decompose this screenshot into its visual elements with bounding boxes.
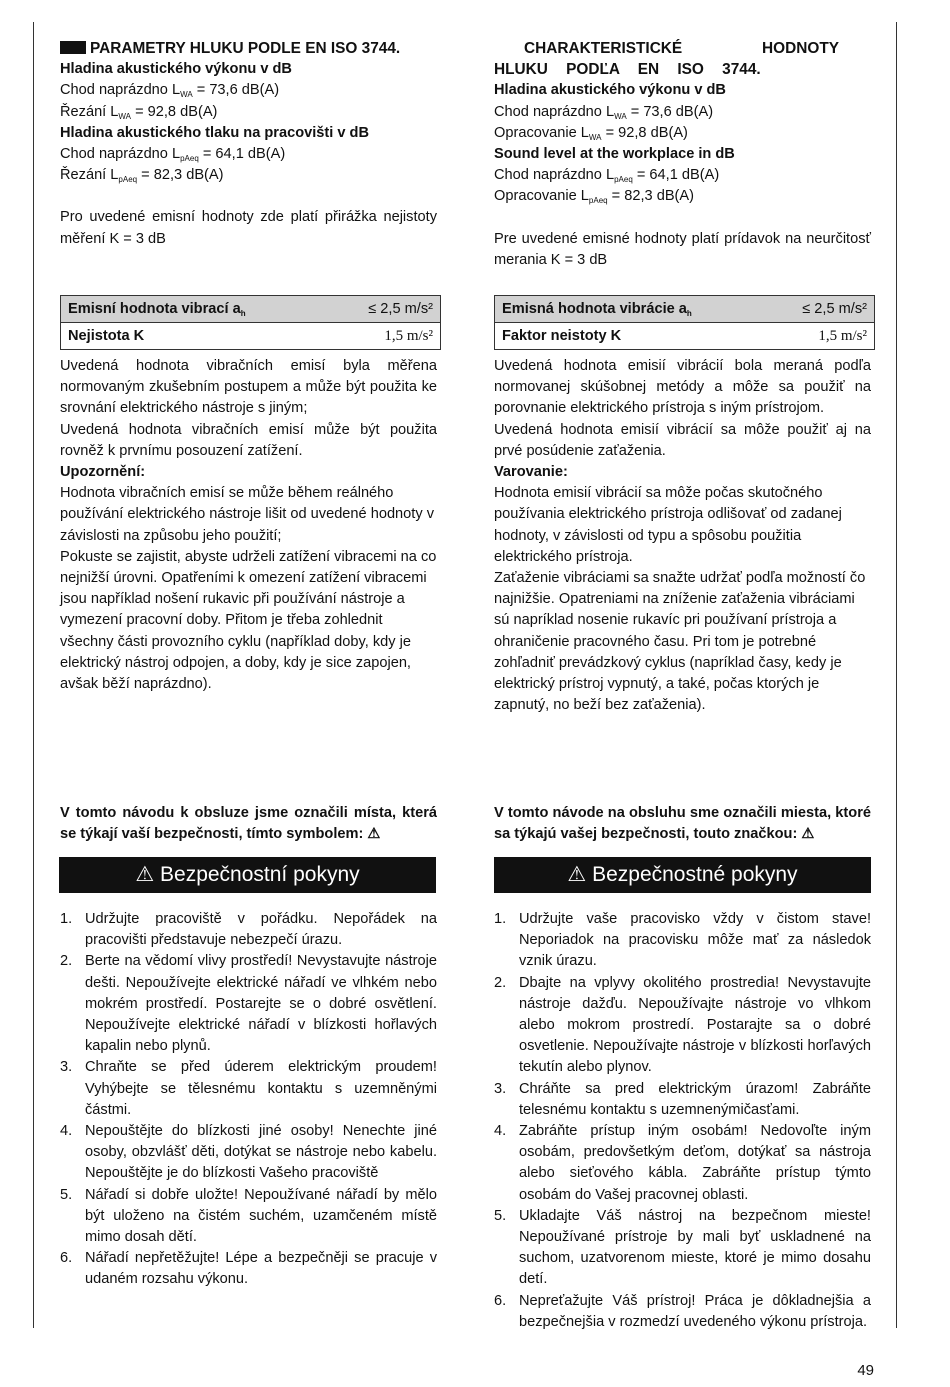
left-warning-label: Upozornění:: [60, 464, 146, 481]
left-uncertainty-note: Pro uvedené emisní hodnoty zde platí přirážka nejistoty měření K = 3 dB: [60, 209, 437, 247]
left-safety-banner: ⚠ Bezpečnostní pokyny: [59, 857, 436, 893]
list-item: [494, 1121, 871, 1206]
left-noise-section: [60, 38, 437, 250]
list-item-number: 3.: [60, 1059, 73, 1076]
list-item: [60, 909, 437, 951]
right-warning-label: Varovanie:: [494, 464, 568, 481]
list-item-text: Nářadí nepřetěžujte! Lépe a bezpečněji se pracuje v udaném rozsahu výkonu.: [85, 1250, 437, 1288]
list-item: [494, 1291, 871, 1333]
left-vibration-text: Uvedená hodnota vibračních emisí byla měřena normovaným zkušebním postupem a může být použita ke srovnání elektrického nástroje s jiným; Uvedená hodnota vibračních emisí může být použita rovněž k prvnímu posouzení zatížení. Upozornění: Hodnota vibračních emisí se může během reálného používání elektrického nástroje lišit od uvedené hodnoty v závislosti na způsobu jeho použití; Pokuste se zajistit, abyste udrželi zatížení vibracemi na co nejnižší úrovni. Opatřeními k omezení zatížení vibracemi jsou například nošení rukavic při používání nástroje a vymezení pracovní doby. Přitom je třeba zohlednit všechny části provozního cyklu (například doby, kdy je elektrický nástroj odpojen, a doby, kdy je sice zapojen, avšak běží naprázdno).: [60, 358, 437, 693]
list-item-text: Chráňte sa pred elektrickým úrazom! Zabráňte telesnému kontaktu s uzemnenýmičasťami.: [519, 1080, 871, 1118]
left-safety-list: [60, 909, 437, 1291]
list-item: [60, 1121, 437, 1185]
left-pressure-heading: Hladina akustického tlaku na pracovišti v dB: [60, 124, 369, 141]
right-pressure-heading: Sound level at the workplace in dB: [494, 146, 735, 163]
list-item-text: Zabráňte prístup iným osobám! Nedovoľte iným osobám, predovšetkým deťom, dotýkať sa nástroja alebo sieťového kábla. Zabráňte prístup týmto osobám do Vašej pracovnej oblasti.: [519, 1123, 871, 1203]
list-item-text: Ukladajte Váš nástroj na bezpečnom mieste! Nepoužívané prístroje by mali byť uskladnené na suchom, uzatvorenom mieste, ktoré je mimo dosahu detí.: [519, 1207, 871, 1288]
right-uncertainty-note: Pre uvedené emisné hodnoty platí prídavok na neurčitosť merania K = 3 dB: [494, 230, 871, 268]
right-vibration-text: Uvedená hodnota emisií vibrácií bola meraná podľa normovanej skúšobnej metódy a môže sa použiť na porovnanie elektrického prístroja s iným prístrojom. Uvedená hodnota emisií vibrácií sa môže použiť aj na prvé posúdenie zaťaženia. Varovanie: Hodnota emisií vibrácií sa môže počas skutočného používania elektrického prístroja odlišovať od zadanej hodnoty, v závislosti od typu a spôsobu použitia elektrického prístroja. Zaťaženie vibráciami sa snažte udržať podľa možností čo najnižšie. Opatreniami na zníženie zaťaženia vibráciami sú napríklad nosenie rukavíc pri používaní prístroja a ohraničenie pracovného času. Pri tom je potrebné zohľadniť prevádzkový cyklus (napríklad časy, kedy je elektrický prístroj vypnutý, a také, počas ktorých je zapnutý, no beží bez zaťaženia).: [494, 358, 871, 714]
right-safety-list: [494, 909, 871, 1333]
list-item-text: Udržujte vaše pracovisko vždy v čistom stave! Neporiadok na pracovisku môže mať za následok vznik úrazu.: [519, 911, 871, 970]
right-safety-banner: ⚠ Bezpečnostné pokyny: [494, 857, 871, 893]
list-item-number: 4.: [494, 1123, 507, 1140]
left-power-heading: Hladina akustického výkonu v dB: [60, 61, 292, 78]
list-item: [494, 1206, 871, 1291]
list-item-text: Nepouštějte do blízkosti jiné osoby! Nenechte jiné osoby, obzvlášť děti, dotýkat se nástroje nebo kabelu. Nepouštějte je do blízkosti Vašeho pracoviště: [85, 1123, 437, 1182]
list-item: [494, 973, 871, 1079]
list-item: [60, 1248, 437, 1290]
list-item-text: Nářadí si dobře uložte! Nepoužívané nářadí by mělo být uloženo na čistém suchém, uzamčeném místě mimo dosah dětí.: [85, 1186, 437, 1246]
left-noise-title: PARAMETRY HLUKU PODLE EN ISO 3744.: [60, 38, 437, 59]
list-item-number: 6.: [494, 1292, 507, 1309]
right-pressure-cut: Opracovanie $L_{pAeq} = 82,3$ dB(A): [494, 188, 695, 206]
list-item-text: Nepreťažujte Váš prístroj! Práca je dôkladnejšia a bezpečnejšia v rozmedzí uvedeného výkonu prístroja.: [519, 1292, 871, 1330]
left-power-cut: Řezání $L_{WA} = 92,8$ dB(A): [60, 103, 218, 121]
right-power-heading: Hladina akustického výkonu v dB: [494, 82, 726, 99]
left-vibration-table: [60, 295, 441, 350]
table-row: Emisná hodnota vibrácie $a_h$ ≤ 2,5 m/s²: [495, 296, 875, 323]
list-item-number: 4.: [60, 1123, 73, 1140]
left-pressure-cut: Řezání $L_{pAeq} = 82,3$ dB(A): [60, 167, 224, 185]
list-item-number: 5.: [494, 1207, 507, 1224]
list-item: [60, 1057, 437, 1121]
right-power-cut: Opracovanie $L_{WA} = 92,8$ dB(A): [494, 124, 688, 142]
list-item: [60, 951, 437, 1057]
list-item: [494, 909, 871, 973]
right-noise-section: [494, 38, 871, 271]
list-item-number: 1.: [494, 911, 507, 927]
table-row: Faktor neistoty K 1,5 m/s²: [495, 323, 875, 350]
list-item: [494, 1079, 871, 1121]
list-item-number: 5.: [60, 1186, 73, 1203]
right-vibration-table: [494, 295, 875, 350]
right-margin-rule: [896, 22, 897, 1328]
list-item-number: 2.: [60, 953, 73, 970]
black-marker-icon: [60, 41, 86, 54]
list-item-text: Chraňte se před úderem elektrickým proudem! Vyhýbejte se tělesnému kontaktu s uzemněnými částmi.: [85, 1059, 437, 1118]
left-pressure-idle: Chod naprázdno $L_{pAeq} = 64,1$ dB(A): [60, 146, 286, 164]
left-power-idle: Chod naprázdno $L_{WA} = 73,6$ dB(A): [60, 82, 280, 100]
list-item-text: Dbajte na vplyvy okolitého prostredia! Nevystavujte nástroje dažďu. Nepoužívajte nástroje vo vlhkom alebo mokrom prostredí. Postarajte sa o dobré osvetlenie. Nepoužívajte nástroje v blízkosti horľavých tekutín alebo plynov.: [519, 974, 871, 1076]
list-item-number: 2.: [494, 974, 507, 991]
table-row: Nejistota K 1,5 m/s²: [61, 323, 441, 350]
left-safety-intro: V tomto návodu k obsluze jsme označili místa, která se týkají vaší bezpečnosti, tímto symbolem: ⚠: [60, 805, 437, 843]
right-noise-title: CHARAKTERISTICKÉ HODNOTY HLUKU PODĽA EN ISO 3744.: [494, 40, 839, 79]
table-row: Emisní hodnota vibrací $a_h$ ≤ 2,5 m/s²: [61, 296, 441, 323]
list-item: [60, 1185, 437, 1249]
left-margin-rule: [33, 22, 34, 1328]
list-item-number: 1.: [60, 911, 73, 927]
right-pressure-idle: Chod naprázdno $L_{pAeq} = 64,1$ dB(A): [494, 167, 720, 185]
list-item-number: 6.: [60, 1250, 73, 1267]
list-item-text: Berte na vědomí vlivy prostředí! Nevystavujte nástroje dešti. Nepoužívejte elektrické nářadí ve vlhkém nebo mokrém prostředí. Postarejte se o dobré osvětlení. Nepoužívejte elektrické nářadí v blízkosti hořlavých kapalin nebo plynů.: [85, 953, 437, 1055]
list-item-number: 3.: [494, 1080, 507, 1097]
page-number: 49: [857, 1362, 874, 1379]
right-power-idle: Chod naprázdno $L_{WA} = 73,6$ dB(A): [494, 103, 714, 121]
list-item-text: Udržujte pracoviště v pořádku. Nepořádek na pracovišti představuje nebezpečí úrazu.: [85, 911, 437, 949]
right-safety-intro: V tomto návode na obsluhu sme označili miesta, ktoré sa týkajú vašej bezpečnosti, touto značkou: ⚠: [494, 805, 871, 843]
